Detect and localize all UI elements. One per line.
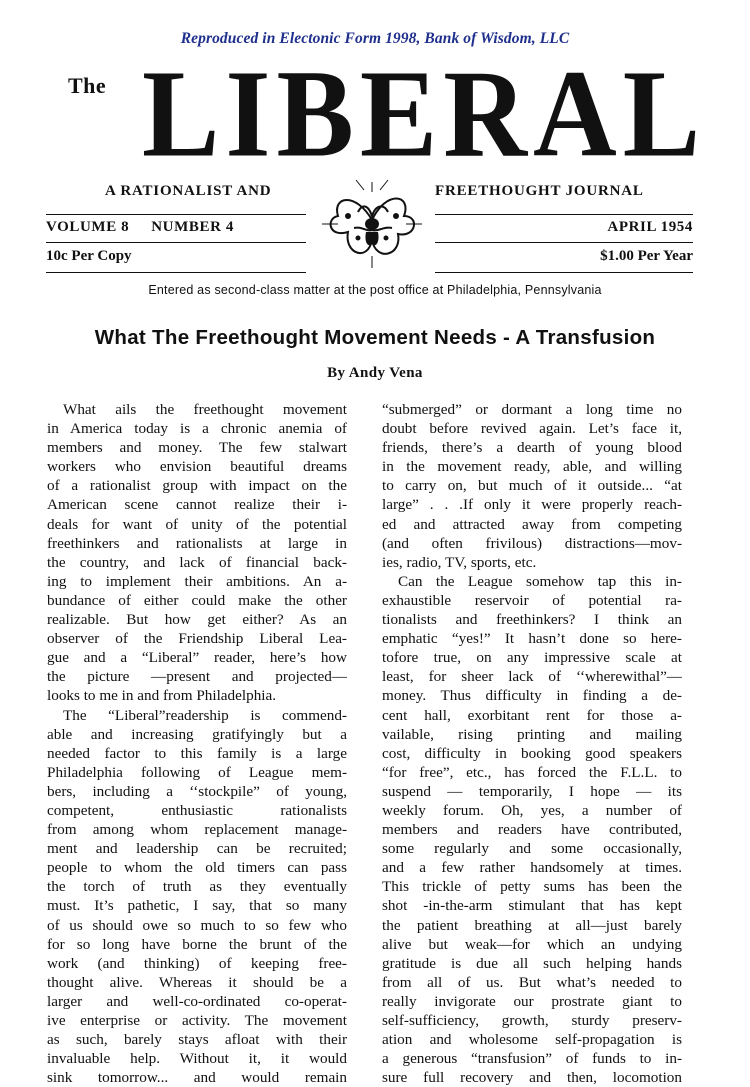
postal-notice: Entered as second-class matter at the post office at Philadelphia, Pennsylvania bbox=[148, 283, 602, 297]
article-line: (and often frivilous) distractions—mov- bbox=[382, 534, 682, 552]
article-line: invaluable help. Without it, it would bbox=[47, 1050, 347, 1068]
article-line: realizable. But how get either? As an bbox=[47, 611, 347, 629]
article-line: suspend — temporarily, I hope — its bbox=[382, 782, 682, 800]
price-per-copy: 10c Per Copy bbox=[46, 248, 132, 264]
article-line: ing to implement their ambitions. An a- bbox=[47, 572, 347, 590]
article-line: The “Liberal”readership is commend- bbox=[63, 706, 347, 724]
article-line: emphatic “yes!” It hasn’t done so here- bbox=[382, 630, 682, 648]
article-line: gue and a “Liberal” reader, here’s how bbox=[47, 649, 347, 667]
reproduction-notice: Reproduced in Electonic Form 1998, Bank of Wisdom, LLC bbox=[180, 30, 570, 47]
article-line: ment and leadership can be recruited; bbox=[47, 840, 347, 858]
article-line: some regularly and some occasionally, bbox=[382, 840, 682, 858]
article-line: in America today is a chronic anemia of bbox=[47, 420, 347, 438]
article-line: bers, including a ‘‘stockpile” of young, bbox=[47, 782, 347, 800]
article-line: least, for sheer lack of ‘‘wherewithal”— bbox=[382, 668, 682, 686]
article-line: the country, and lack of financial back- bbox=[47, 553, 347, 571]
rule-left-mid bbox=[46, 242, 306, 243]
article-line: the torch of truth as they eventually bbox=[47, 878, 347, 896]
article-line: Philadelphia following of League mem- bbox=[47, 763, 347, 781]
article-line: freethinkers and rationalists at large in bbox=[47, 534, 347, 552]
article-line: really invigorate our prostrate giant to bbox=[382, 992, 682, 1010]
article-line: Can the League somehow tap this in- bbox=[398, 572, 682, 590]
issue-info bbox=[46, 219, 234, 236]
article-line: gratitude is due all such helping hands bbox=[382, 954, 682, 972]
article-line: a generous “transfusion” of funds to in- bbox=[382, 1050, 682, 1068]
article-line: the patient breathing at all—just barely bbox=[382, 916, 682, 934]
article-line: ation and wholesome self-propagation is bbox=[382, 1031, 682, 1049]
masthead-the: The bbox=[68, 73, 107, 98]
article-line: tionalists and freethinkers? I think an bbox=[382, 611, 682, 629]
rule-left-top bbox=[46, 214, 306, 215]
article-line: vailable, rising printing and mailing bbox=[382, 725, 682, 743]
article-line: sink tomorrow... and would remain bbox=[47, 1069, 347, 1087]
article-line: workers who envision beautiful dreams bbox=[47, 458, 347, 476]
article-line: from among whom replacement manage- bbox=[47, 821, 347, 839]
volume-label: VOLUME 8 bbox=[46, 219, 130, 235]
article-byline: By Andy Vena bbox=[327, 365, 423, 381]
article-headline: What The Freethought Movement Needs - A Transfusion bbox=[94, 326, 656, 349]
rule-left-bottom bbox=[46, 272, 306, 273]
article-line: cent hall, exorbitant rent for those a- bbox=[382, 706, 682, 724]
article-line: in the movement ready, able, and willing bbox=[382, 458, 682, 476]
article-line: bundance of either could make the other bbox=[47, 591, 347, 609]
article-line: tofore true, on any impressive scale at bbox=[382, 649, 682, 667]
article-line: members and money. The few stalwart bbox=[47, 439, 347, 457]
article-line: exhaustible reservoir of potential ra- bbox=[382, 591, 682, 609]
article-line: of us should owe so much to so few who bbox=[47, 916, 347, 934]
article-line: cost, difficulty in booking good speakers bbox=[382, 744, 682, 762]
tagline-right: FREETHOUGHT JOURNAL bbox=[435, 183, 644, 199]
article-line: money. Thus difficulty in finding a de- bbox=[382, 687, 682, 705]
article-line: What ails the freethought movement bbox=[63, 401, 347, 418]
article-line: ed and attracted away from competing bbox=[382, 515, 682, 533]
article-line: large” . . .If only it were properly reach- bbox=[382, 496, 682, 514]
tagline-left: A RATIONALIST AND bbox=[105, 183, 272, 199]
article-line: needed factor to this family is a large bbox=[47, 744, 347, 762]
article-line: of a rationalist group with impact on the bbox=[47, 477, 347, 495]
masthead-title: LIBERAL bbox=[142, 45, 707, 184]
article-line: as such, barely stays afloat with their bbox=[47, 1031, 347, 1049]
article-line: doubt before revived again. Let’s face it, bbox=[382, 420, 682, 438]
article-line: work (and thinking) of keeping free- bbox=[47, 954, 347, 972]
article-line: observer of the Friendship Liberal Lea- bbox=[47, 630, 347, 648]
article-line: weekly forum. Oh, yes, a number of bbox=[382, 801, 682, 819]
article-line: members and readers have contributed, bbox=[382, 821, 682, 839]
article-line: This trickle of petty sums has been the bbox=[382, 878, 682, 896]
article-line: the picture —present and projected— bbox=[47, 668, 347, 686]
article-line: deals for want of unity of the potential bbox=[47, 515, 347, 533]
article-column-left bbox=[47, 400, 347, 1087]
article-line: friends, there’s a dearth of young blood bbox=[382, 439, 682, 457]
article-line: able and increasing gratifyingly but a bbox=[47, 725, 347, 743]
article-line: from all of us. But what’s needed to bbox=[382, 973, 682, 991]
article-line: alive but weak—for which an undying bbox=[382, 935, 682, 953]
article-line: “for free”, etc., has forced the F.L.L. to bbox=[382, 763, 682, 781]
article-line: people to whom the old timers can pass bbox=[47, 859, 347, 877]
article-line: competent, enthusiastic rationalists bbox=[47, 801, 347, 819]
pansy-flower-icon bbox=[318, 172, 426, 272]
article-line: larger and well-co-ordinated co-operat- bbox=[47, 992, 347, 1010]
article-line: American scene cannot realize their i- bbox=[47, 496, 347, 514]
article-line: ive enterprise or activity. The movement bbox=[47, 1012, 347, 1029]
article-line: and a few rather handsomely at times. bbox=[382, 859, 682, 877]
article-line: to carry on, but much of it outside... “at bbox=[382, 477, 682, 495]
rule-right-mid bbox=[435, 242, 693, 243]
article-line: thought alive. Whereas it should be a bbox=[47, 973, 347, 991]
article-line: looks to me in and from Philadelphia. bbox=[47, 687, 277, 705]
article-line: shot -in-the-arm stimulant that has kept bbox=[382, 897, 682, 915]
article-line: for so long have borne the brunt of the bbox=[47, 935, 347, 953]
article-line: “submerged” or dormant a long time no bbox=[382, 401, 682, 418]
rule-right-bottom bbox=[435, 272, 693, 273]
issue-date: APRIL 1954 bbox=[607, 219, 693, 235]
number-label: NUMBER 4 bbox=[151, 219, 234, 235]
article-line: self-sufficiency, growth, sturdy preserv- bbox=[382, 1012, 682, 1029]
price-per-year: $1.00 Per Year bbox=[600, 248, 693, 264]
article-line: must. It’s pathetic, I say, that so many bbox=[47, 897, 347, 915]
article-column-right bbox=[382, 400, 682, 1087]
article-line: ies, radio, TV, sports, etc. bbox=[382, 553, 537, 571]
rule-right-top bbox=[435, 214, 693, 215]
article-line: sure full recovery and then, locomotion bbox=[382, 1069, 682, 1087]
